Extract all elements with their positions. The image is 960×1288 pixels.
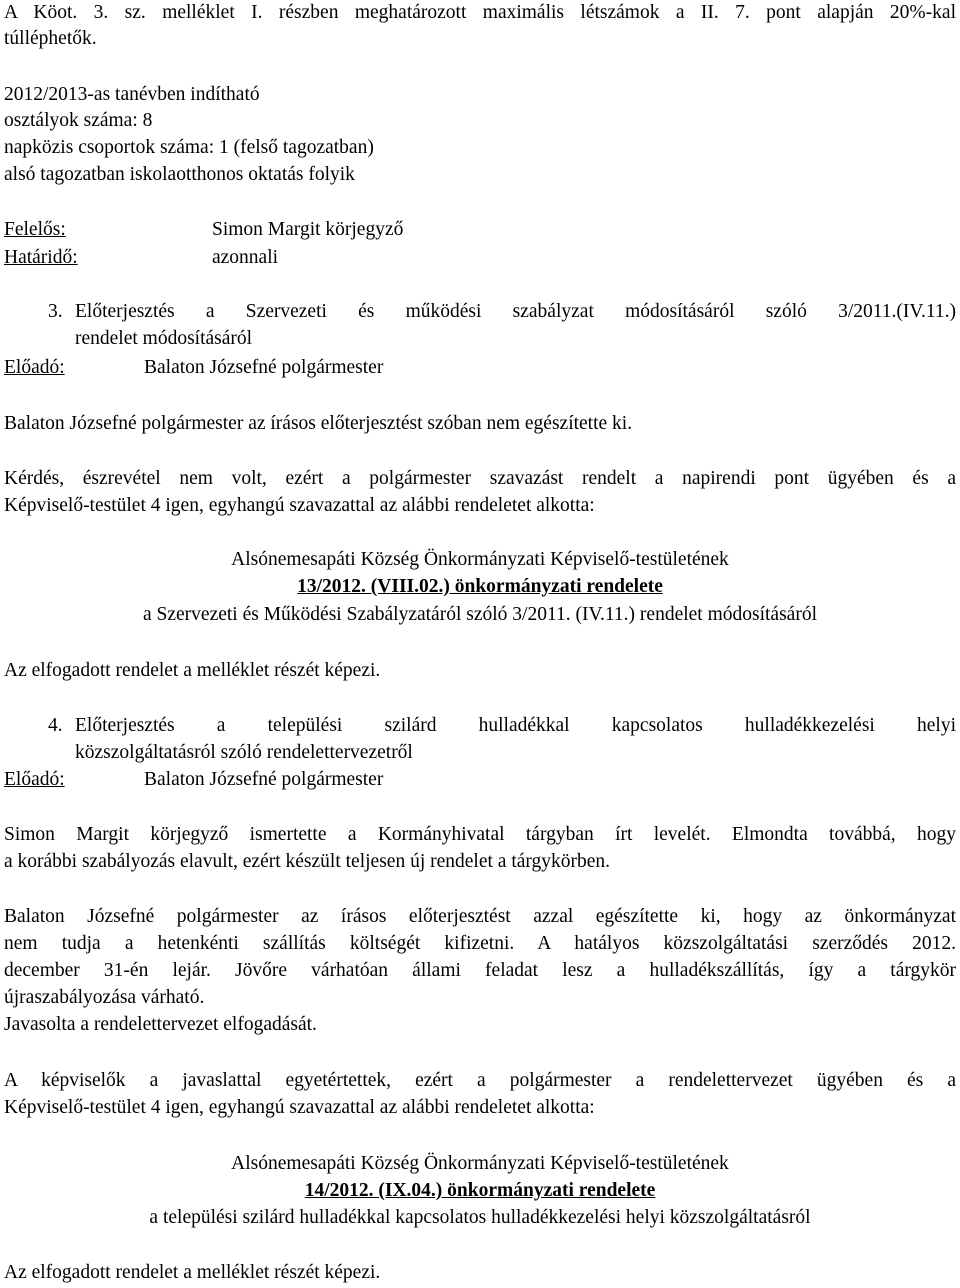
- paragraph: Képviselő-testület 4 igen, egyhangú szavazattal az alábbi rendeletet alkotta:: [4, 1097, 595, 1118]
- presenter-name: Balaton Józsefné polgármester: [144, 769, 384, 790]
- decree-number: 14/2012. (IX.04.) önkormányzati rendelete: [304, 1180, 656, 1201]
- paragraph: Kérdés, észrevétel nem volt, ezért a polgármester szavazást rendelt a napirendi pont ügyében és a: [4, 468, 956, 489]
- decree-body: Alsónemesapáti Község Önkormányzati Képviselő-testületének: [231, 549, 729, 570]
- deadline-value: azonnali: [212, 247, 279, 268]
- paragraph: újraszabályozása várható.: [4, 987, 205, 1008]
- paragraph: Simon Margit körjegyző ismertette a Kormányhivatal tárgyban írt levelét. Elmondta továbbá, hogy: [4, 824, 956, 845]
- responsible-label: Felelős:: [4, 219, 66, 240]
- agenda-number: 4.: [48, 715, 63, 736]
- agenda-title: Előterjesztés a Szervezeti és működési szabályzat módosításáról szóló 3/2011.(IV.11.): [75, 301, 956, 322]
- decree-body: Alsónemesapáti Község Önkormányzati Képviselő-testületének: [231, 1153, 729, 1174]
- paragraph: a korábbi szabályozás elavult, ezért készült teljesen új rendelet a tárgykörben.: [4, 851, 611, 872]
- info-line: 2012/2013-as tanévben indítható: [4, 84, 260, 105]
- paragraph: Javasolta a rendelettervezet elfogadását.: [4, 1014, 317, 1035]
- annex-note: Az elfogadott rendelet a melléklet részét képezi.: [4, 1262, 381, 1283]
- paragraph: december 31-én lejár. Jövőre várhatóan állami feladat lesz a hulladékszállítás, így a tárgykör: [4, 960, 956, 981]
- agenda-title: közszolgáltatásról szóló rendelettervezetről: [75, 742, 413, 763]
- paragraph: Képviselő-testület 4 igen, egyhangú szavazattal az alábbi rendeletet alkotta:: [4, 495, 595, 516]
- presenter-label: Előadó:: [4, 769, 65, 790]
- deadline-label: Határidő:: [4, 247, 78, 268]
- agenda-title: Előterjesztés a települési szilárd hulladékkal kapcsolatos hulladékkezelési helyi: [75, 715, 956, 736]
- paragraph: A képviselők a javaslattal egyetértettek, ezért a polgármester a rendelettervezet ügyében és a: [4, 1070, 956, 1091]
- intro-line: túlléphetők.: [4, 28, 97, 49]
- responsible-value: Simon Margit körjegyző: [212, 219, 404, 240]
- presenter-label: Előadó:: [4, 357, 65, 378]
- decree-subject: a Szervezeti és Működési Szabályzatáról szóló 3/2011. (IV.11.) rendelet módosításáról: [143, 604, 817, 625]
- info-line: osztályok száma: 8: [4, 110, 153, 131]
- presenter-name: Balaton Józsefné polgármester: [144, 357, 384, 378]
- paragraph: Balaton Józsefné polgármester az írásos előterjesztést szóban nem egészítette ki.: [4, 413, 633, 434]
- decree-subject: a települési szilárd hulladékkal kapcsolatos hulladékkezelési helyi közszolgáltatásról: [149, 1207, 811, 1228]
- annex-note: Az elfogadott rendelet a melléklet részét képezi.: [4, 660, 381, 681]
- info-line: napközis csoportok száma: 1 (felső tagozatban): [4, 137, 374, 158]
- paragraph: Balaton Józsefné polgármester az írásos előterjesztést azzal egészítette ki, hogy az önkormányzat: [4, 906, 956, 927]
- intro-line: A Köot. 3. sz. melléklet I. részben meghatározott maximális létszámok a II. 7. pont alapján 20%-kal: [4, 2, 956, 23]
- info-line: alsó tagozatban iskolaotthonos oktatás folyik: [4, 164, 355, 185]
- decree-number: 13/2012. (VIII.02.) önkormányzati rendelete: [297, 576, 663, 597]
- agenda-title: rendelet módosításáról: [75, 328, 253, 349]
- agenda-number: 3.: [48, 301, 63, 322]
- paragraph: nem tudja a hetenkénti szállítás költségét kifizetni. A hatályos közszolgáltatási szerződés 2012.: [4, 933, 956, 954]
